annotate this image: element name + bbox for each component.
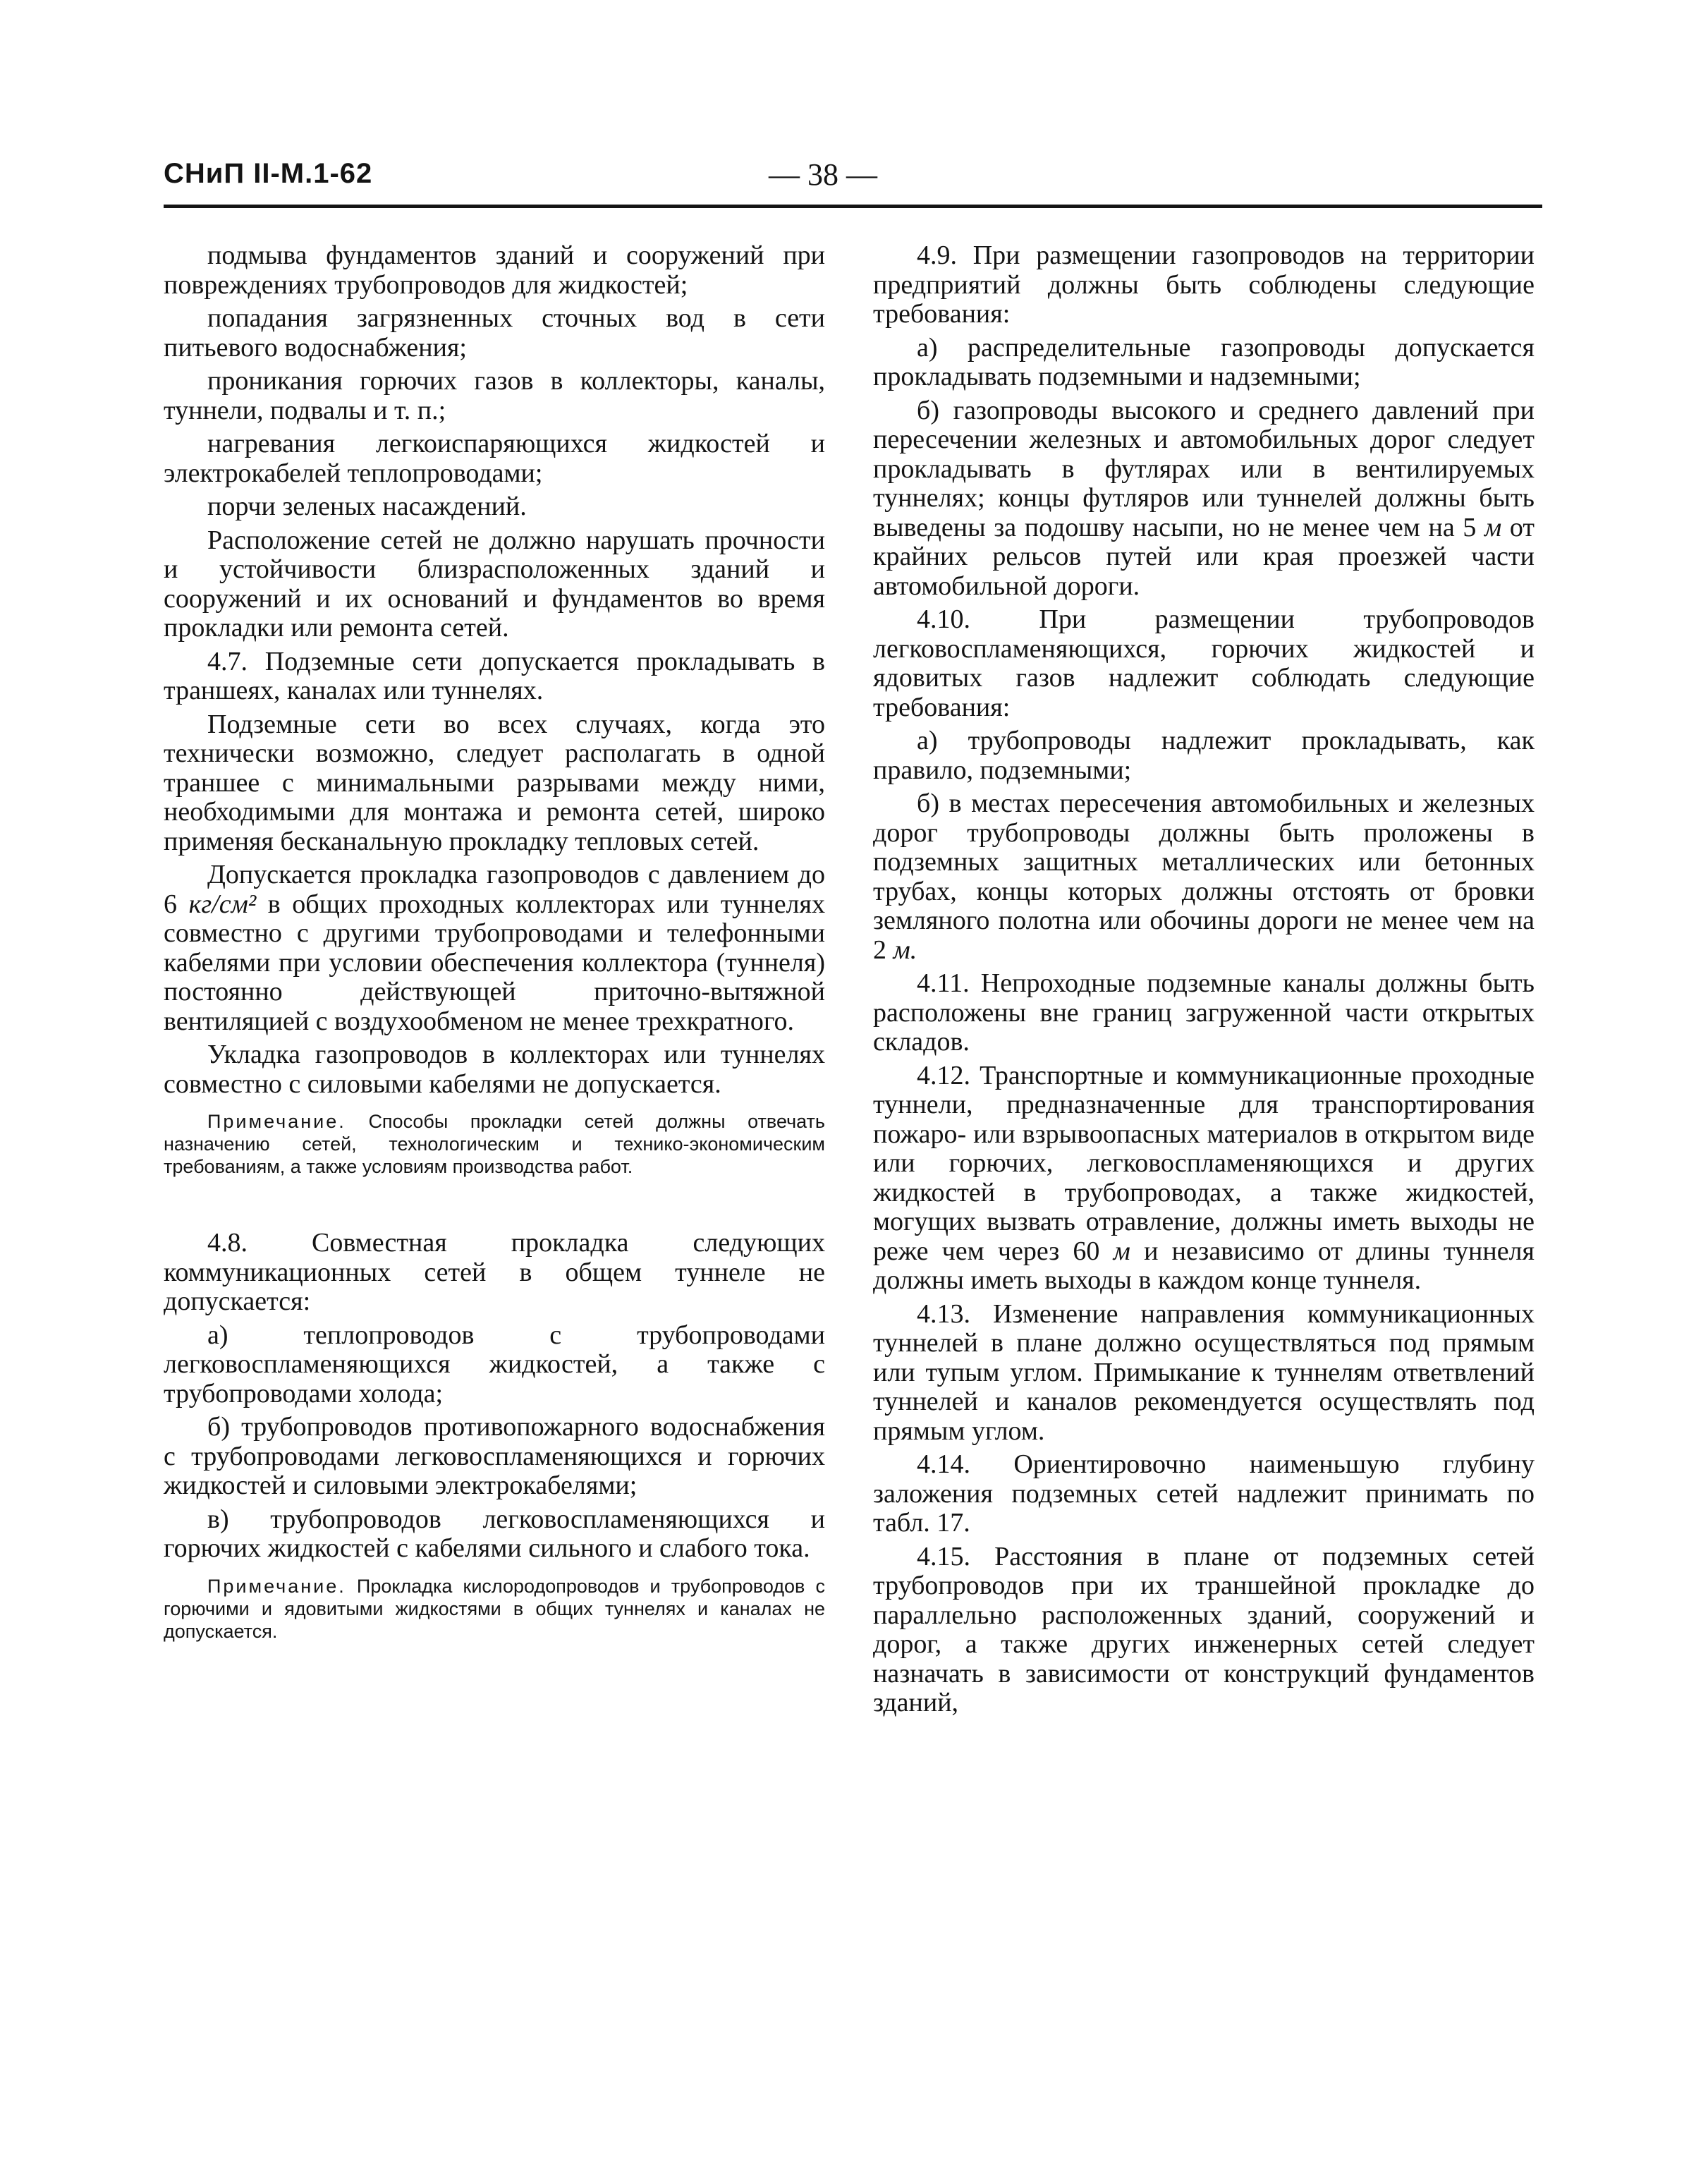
list-item: б) трубопроводов противопожарного водоснабжения с трубопроводами легковоспламеняющихся и горючих жидкостей и силовыми электрокабелями;: [164, 1412, 825, 1500]
document-code: СНиП II-М.1-62: [164, 158, 373, 189]
paragraph: попадания загрязненных сточных вод в сети питьевого водоснабжения;: [164, 303, 825, 363]
header-rule: [164, 205, 1542, 208]
list-item-part: б) в местах пересечения автомобильных и железных дорог трубопроводы должны быть проложены в подземных защитных металлических или бетонных трубах, концы которых должны отстоять от бровки земляного полотна или обочины дороги не менее чем на 2: [873, 789, 1535, 965]
paragraph-gas-pipes: [164, 860, 825, 1036]
paragraph: порчи зеленых насаждений.: [207, 492, 527, 521]
list-item-part: от крайних рельсов путей или края проезжей части автомобильной дороги.: [873, 512, 1535, 601]
unit-meter: м: [1484, 512, 1502, 542]
section-text: Транспортные и коммуникационные проходные туннели, предназначенные для транспортирования пожаро- или взрывоопасных материалов в открытом виде или горючих, легковоспламеняющихся и других жидкостей в трубопроводах, а также жидкостей, могущих вызвать отравление, должны иметь выходы не реже чем через 60: [873, 1060, 1535, 1266]
section-text: Ориентировочно наименьшую глубину заложения подземных сетей надлежит принимать по табл. 17.: [873, 1449, 1535, 1538]
section-number: 4.9.: [917, 241, 957, 270]
list-item: в) трубопроводов легковоспламеняющихся и горючих жидкостей с кабелями сильного и слабого тока.: [164, 1504, 825, 1563]
section-4-12: [873, 1061, 1535, 1296]
section-number: 4.10.: [917, 604, 970, 634]
note-label: Примечание.: [207, 1575, 346, 1597]
section-number: 4.15.: [917, 1541, 970, 1571]
section-number: 4.12.: [917, 1060, 970, 1090]
unit-meter: м: [1113, 1236, 1130, 1266]
note-label: Примечание.: [207, 1111, 346, 1132]
list-item-part: б) газопроводы высокого и среднего давлений при пересечении железных и автомобильных дорог следует прокладывать в футлярах или в вентилируемых туннелях; концы футляров или туннелей должны быть выведены за подошву насыпи, но не менее чем на 5: [873, 395, 1535, 542]
list-item: [873, 789, 1535, 965]
section-number: 4.7.: [207, 646, 248, 676]
section-number: 4.14.: [917, 1449, 970, 1479]
paragraph: Укладка газопроводов в коллекторах или туннелях совместно с силовыми кабелями не допускается.: [164, 1040, 825, 1099]
left-column: [164, 241, 825, 1643]
section-number: 4.13.: [917, 1298, 970, 1329]
section-4-8: [164, 1229, 825, 1317]
page-header: [164, 158, 1542, 200]
section-4-15: [873, 1543, 1535, 1718]
note-text: Прокладка кислородопроводов и трубопроводов с горючими и ядовитыми жидкостями в общих туннелях и каналах не допускается.: [164, 1575, 825, 1642]
section-number: 4.8.: [207, 1228, 248, 1258]
list-item: а) трубопроводы надлежит прокладывать, как правило, подземными;: [873, 726, 1535, 785]
section-text: Расстояния в плане от подземных сетей трубопроводов при их траншейной прокладке до параллельно расположенных зданий, сооружений и дорог, а также других инженерных сетей следует назначать в зависимости от конструкций фундаментов зданий,: [873, 1541, 1535, 1717]
spacer: [164, 1178, 825, 1229]
section-text: Непроходные подземные каналы должны быть расположены вне границ загруженной части открытых складов.: [873, 968, 1535, 1057]
section-4-11: [873, 969, 1535, 1057]
section-4-14: [873, 1450, 1535, 1538]
note-2: [164, 1575, 825, 1643]
section-text: Изменение направления коммуникационных туннелей в плане должно осуществляться под прямым или тупым углом. Примыкание к туннелям ответвлений туннелей и каналов рекомендуется осуществлять под прямым углом.: [873, 1298, 1535, 1446]
section-text: При размещении газопроводов на территории предприятий должны быть соблюдены следующие требования:: [873, 241, 1535, 329]
section-text: Совместная прокладка следующих коммуникационных сетей в общем туннеле не допускается:: [164, 1228, 825, 1316]
paragraph: нагревания легкоиспаряющихся жидкостей и электрокабелей теплопроводами;: [164, 429, 825, 488]
section-text: и независимо от длины туннеля должны иметь выходы в каждом конце туннеля.: [873, 1236, 1535, 1295]
paragraph: подмыва фундаментов зданий и сооружений при повреждениях трубопроводов для жидкостей;: [164, 241, 825, 300]
paragraph: Подземные сети во всех случаях, когда это технически возможно, следует располагать в одной траншее с минимальными разрывами между ними, необходимыми для монтажа и ремонта сетей, широко применяя бесканальную прокладку тепловых сетей.: [164, 709, 825, 856]
right-column: [873, 241, 1535, 1722]
paragraph: проникания горючих газов в коллекторы, каналы, туннели, подвалы и т. п.;: [164, 366, 825, 425]
section-4-7: [164, 647, 825, 706]
section-4-13: [873, 1300, 1535, 1447]
section-text: Подземные сети допускается прокладывать в траншеях, каналах или туннелях.: [164, 646, 825, 705]
section-text: При размещении трубопроводов легковоспламеняющихся, горючих жидкостей и ядовитых газов надлежит соблюдать следующие требования:: [873, 604, 1535, 722]
unit-pressure: кг/см²: [188, 889, 257, 919]
list-item: а) теплопроводов с трубопроводами легковоспламеняющихся жидкостей, а также с трубопроводами холода;: [164, 1320, 825, 1408]
note-1: [164, 1110, 825, 1178]
paragraph: Расположение сетей не должно нарушать прочности и устойчивости близрасположенных зданий и сооружений и их оснований и фундаментов во время прокладки или ремонта сетей.: [164, 525, 825, 643]
paragraph-part: Допускается прокладка газопроводов с давлением до 6: [164, 860, 825, 919]
list-item: а) распределительные газопроводы допускается прокладывать подземными и надземными;: [873, 332, 1535, 391]
list-item: [873, 396, 1535, 602]
unit-meter: м.: [893, 935, 917, 965]
note-text: Способы прокладки сетей должны отвечать назначению сетей, технологическим и технико-экономическим требованиям, а также условиям производства работ.: [164, 1111, 825, 1177]
page-number: — 38 —: [769, 157, 877, 192]
section-4-10: [873, 605, 1535, 722]
paragraph-part: в общих проходных коллекторах или туннелях совместно с другими трубопроводами и телефонными кабелями при условии обеспечения коллектора (туннеля) постоянно действующей приточно-вытяжной вентиляцией с воздухообменом не менее трехкратного.: [164, 889, 825, 1036]
section-number: 4.11.: [917, 968, 970, 998]
section-4-9: [873, 241, 1535, 329]
